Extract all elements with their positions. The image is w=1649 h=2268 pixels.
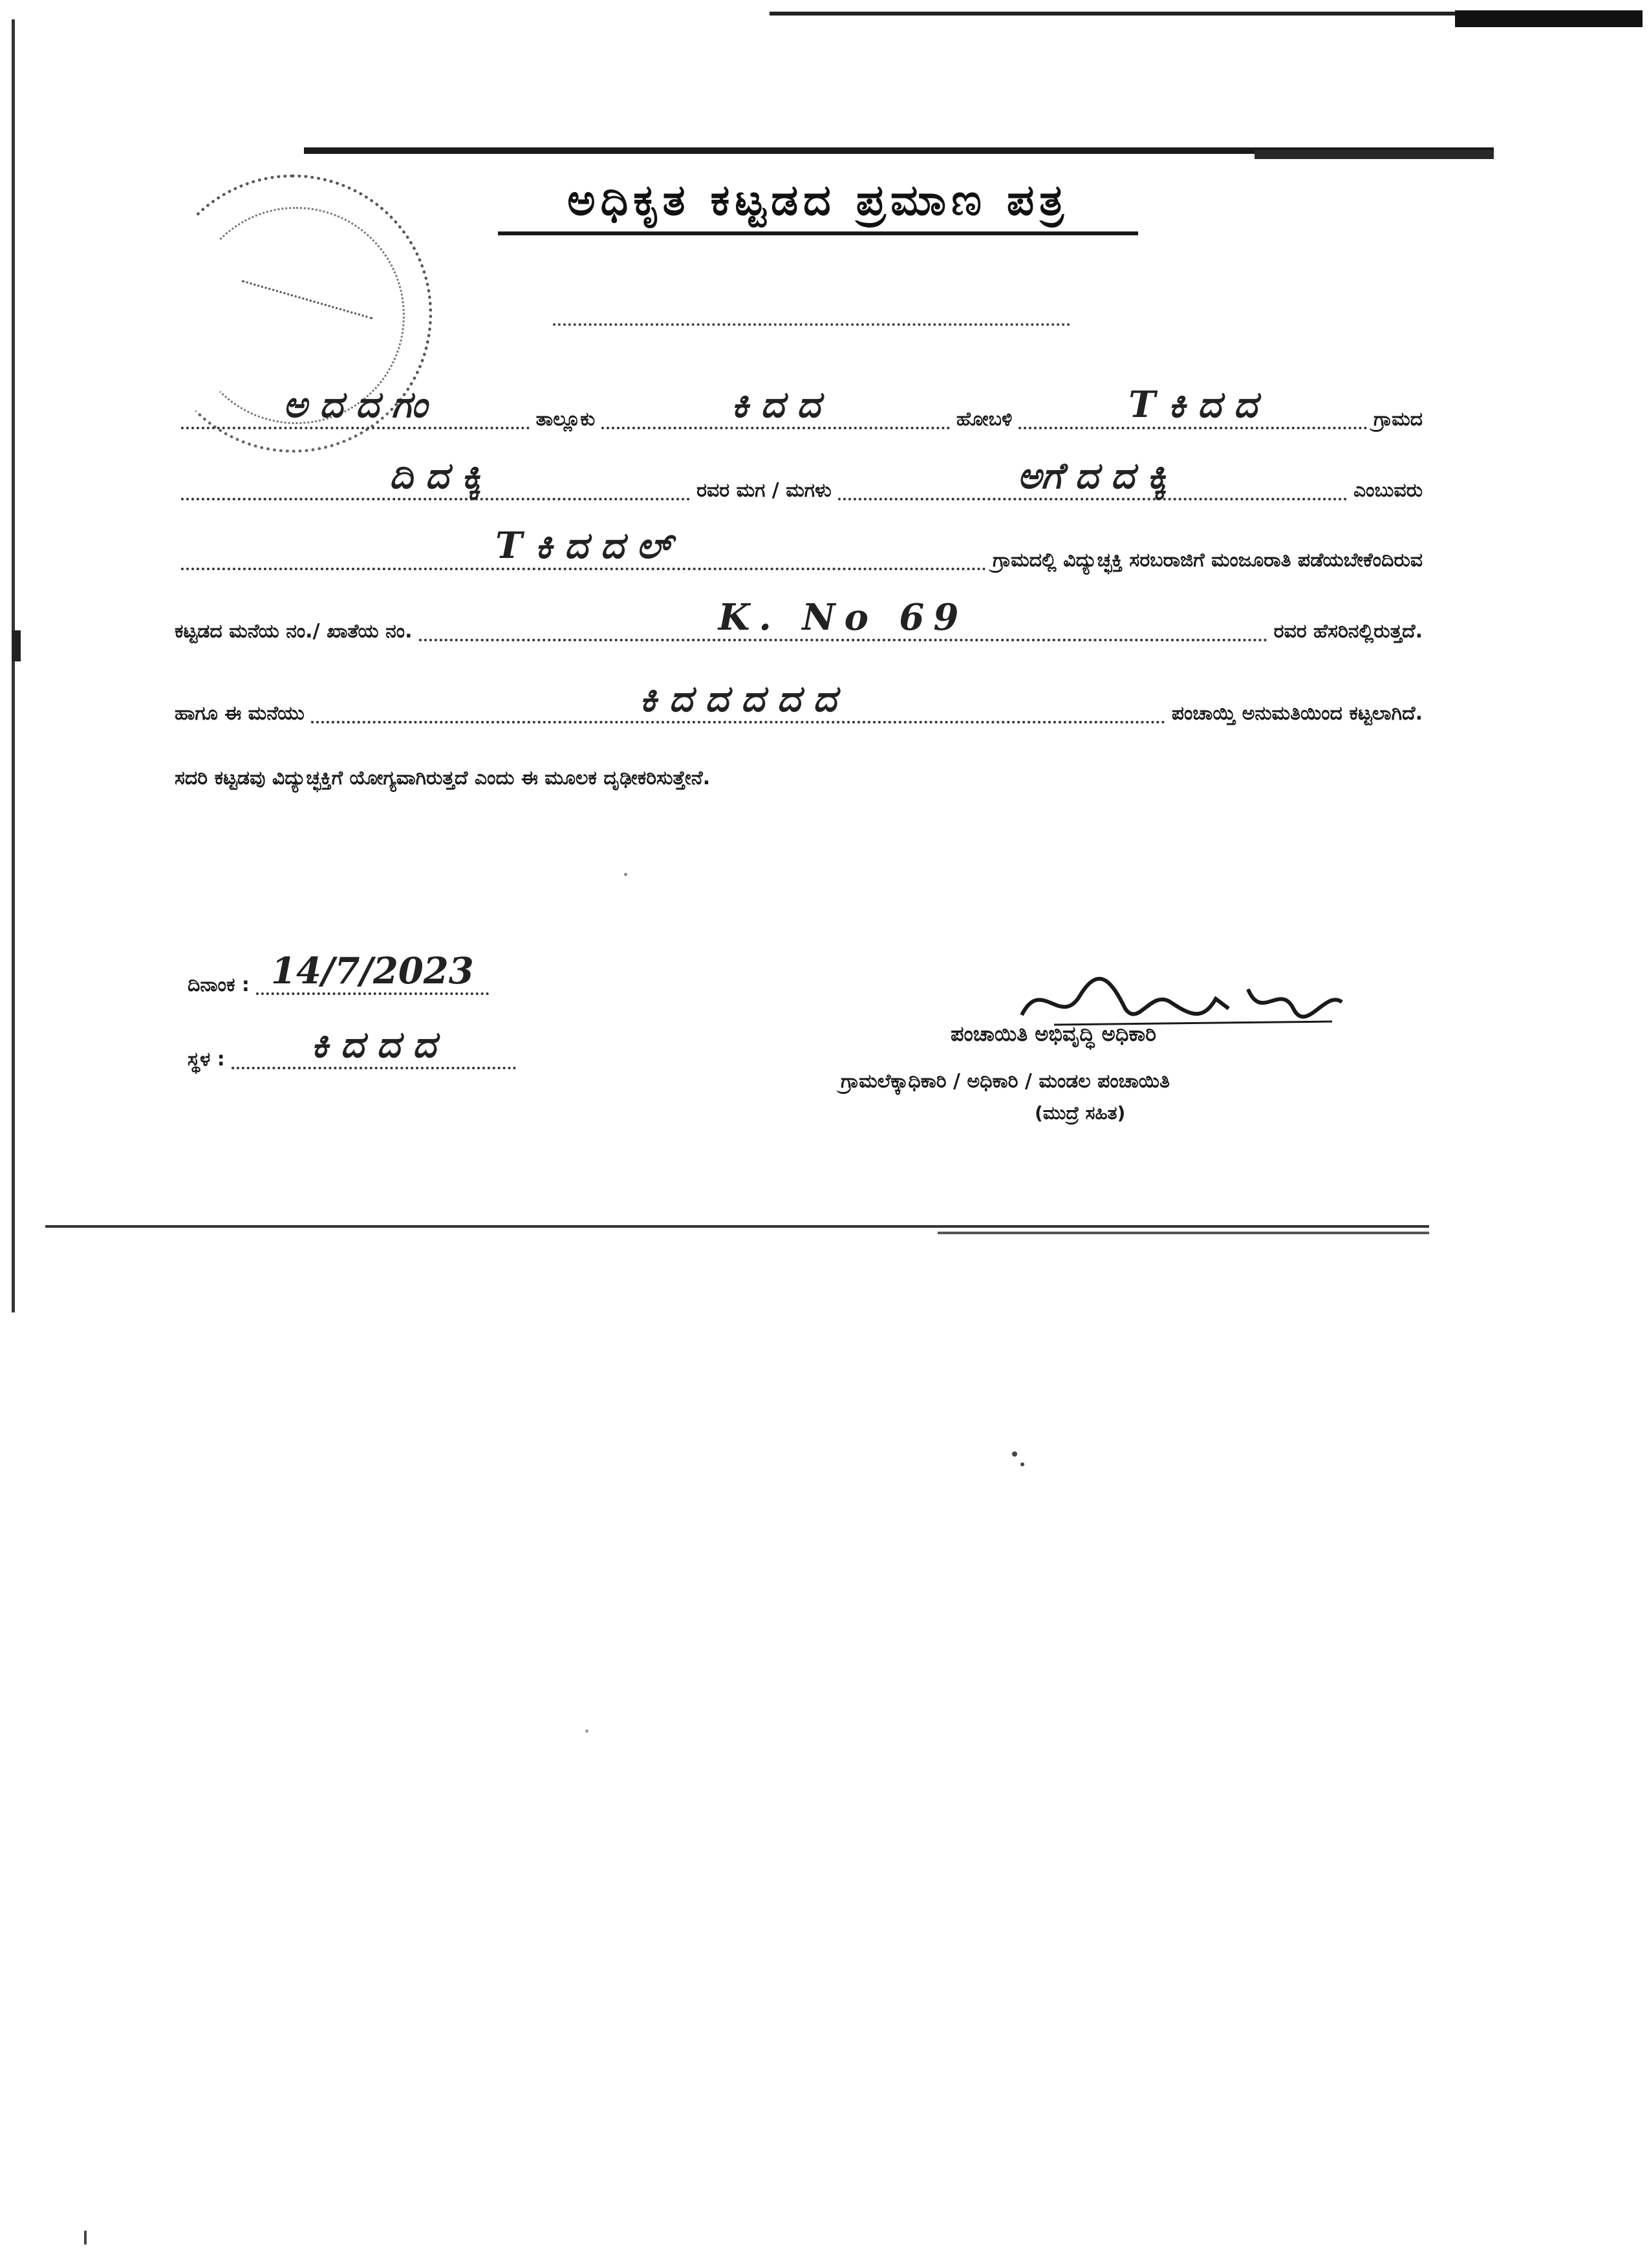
certification-text: ಸದರಿ ಕಟ್ಟಡವು ವಿದ್ಯುಚ್ಛಕ್ತಿಗೆ ಯೋಗ್ಯವಾಗಿರುತ್ತದೆ ಎಂದು ಈ ಮೂಲಕ ದೃಢೀಕರಿಸುತ್ತೇನೆ.	[175, 767, 711, 789]
house-label: ಹಾಗೂ ಈ ಮನೆಯು	[175, 702, 305, 725]
date-label: ದಿನಾಂಕ :	[188, 974, 250, 996]
line-panchayat-permission	[175, 676, 1423, 727]
village-value: T ಕಿ ದ ದ ಲ್	[495, 524, 672, 567]
applicant-name-value: ದಿ ದ ಕ್ಕಿ	[389, 455, 482, 497]
relation-label: ರವರ ಮಗ / ಮಗಳು	[696, 479, 832, 502]
date-field	[256, 947, 489, 995]
taluk-value: ಕಿ ದ ದ	[731, 383, 821, 426]
bottom-rule-right	[938, 1232, 1429, 1234]
scan-speck	[1020, 1462, 1024, 1466]
panchayat-value: ಕಿ ದ ದ ದ ದ ದ	[639, 678, 837, 720]
father-name-field	[838, 453, 1347, 500]
seal-note: (ಮುದ್ರೆ ಸಹಿತ)	[1035, 1102, 1126, 1124]
applicant-name-field	[181, 453, 690, 500]
house-number-suffix: ರವರ ಹೆಸರಿನಲ್ಲಿರುತ್ತದೆ.	[1273, 620, 1423, 643]
father-name-value: ಅಗೆ ದ ದ ಕ್ಕಿ	[1017, 455, 1168, 497]
house-number-label: ಕಟ್ಟಡದ ಮನೆಯ ನಂ./ ಖಾತೆಯ ನಂ.	[175, 620, 413, 643]
title-underline	[498, 231, 1138, 235]
village-label: ಗ್ರಾಮದ	[1373, 408, 1423, 431]
date-row	[188, 947, 576, 999]
taluk-label: ತಾಲ್ಲೂಕು	[535, 408, 596, 431]
scan-left-edge	[12, 19, 15, 1312]
line-district-taluk-hobli	[175, 381, 1423, 433]
scan-speck	[624, 873, 627, 876]
place-field	[232, 1022, 516, 1069]
house-number-field	[419, 594, 1267, 641]
village-field	[181, 522, 986, 570]
place-row	[188, 1022, 576, 1073]
hobli-field	[1018, 381, 1367, 429]
date-value: 14/7/2023	[271, 950, 474, 992]
panchayat-suffix: ಪಂಚಾಯ್ತಿ ಅನುಮತಿಯಿಂದ ಕಟ್ಟಲಾಗಿದೆ.	[1171, 702, 1423, 725]
document-title: ಅಧಿಕೃತ ಕಟ್ಟಡದ ಪ್ರಮಾಣ ಪತ್ರ	[567, 175, 1069, 225]
line-house-number	[175, 594, 1423, 645]
scan-speck	[84, 2231, 87, 2245]
scan-left-mark	[12, 630, 21, 661]
scan-top-edge-right	[1455, 10, 1643, 27]
scan-speck	[1012, 1451, 1017, 1457]
line-village-electricity	[175, 522, 1423, 574]
district-field	[181, 381, 530, 429]
bottom-rule	[45, 1225, 1429, 1228]
suffix-label: ಎಂಬುವರು	[1353, 479, 1423, 502]
title-dotted-line	[553, 323, 1070, 326]
line-certification-statement	[175, 740, 1423, 792]
panchayat-field	[311, 676, 1165, 723]
header-top-rule-right	[1255, 150, 1494, 159]
district-value: ಅ ದ ದ ಗಂ	[283, 383, 427, 426]
place-label: ಸ್ಥಳ :	[188, 1048, 225, 1071]
electricity-text: ಗ್ರಾಮದಲ್ಲಿ ವಿದ್ಯುಚ್ಛಕ್ತಿ ಸರಬರಾಜಿಗೆ ಮಂಜೂರಾತಿ ಪಡೆಯಬೇಕೆಂದಿರುವ	[992, 549, 1423, 572]
hobli-value: T ಕಿ ದ ದ	[1128, 383, 1258, 426]
scan-speck	[585, 1729, 588, 1733]
place-value: ಕಿ ದ ದ ದ	[311, 1023, 436, 1066]
taluk-field	[601, 381, 950, 429]
hobli-label: ಹೋಬಳಿ	[956, 408, 1013, 431]
officer-designation: ಗ್ರಾಮಲೆಕ್ಕಾಧಿಕಾರಿ / ಅಧಿಕಾರಿ / ಮಂಡಲ ಪಂಚಾಯಿತಿ	[841, 1070, 1170, 1093]
house-number-value: K. No 69	[718, 596, 968, 639]
officer-title: ಪಂಚಾಯಿತಿ ಅಭಿವೃದ್ಧಿ ಅಧಿಕಾರಿ	[951, 1022, 1156, 1046]
line-name-relation	[175, 453, 1423, 504]
